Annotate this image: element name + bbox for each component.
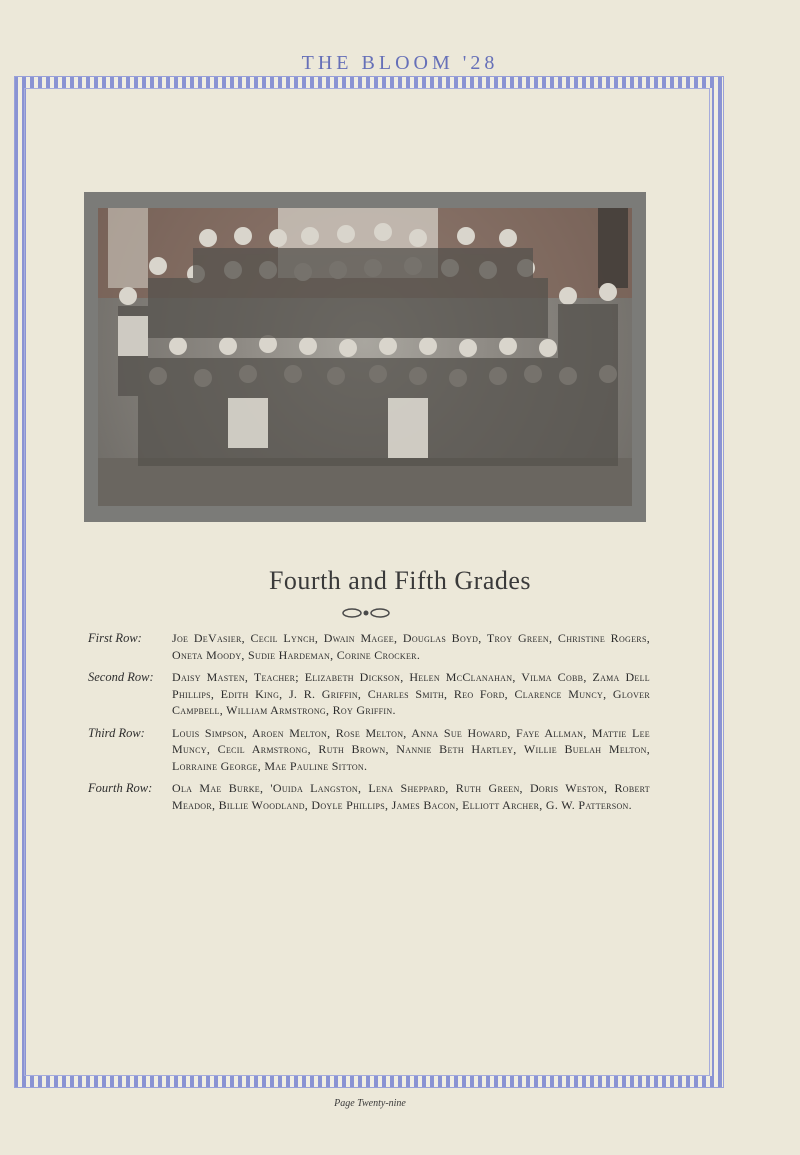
caption-row xyxy=(88,780,650,813)
caption-row xyxy=(88,669,650,719)
row-names: Louis Simpson, Aroen Melton, Rose Melton, Anna Sue Howard, Faye Allman, Mattie Lee Muncy, Cecil Armstrong, Ruth Brown, Nannie Beth Hartley, Willie Buelah Melton, Lorraine George, Mae Pauline Sitton. xyxy=(172,725,650,773)
row-names: Ola Mae Burke, 'Ouida Langston, Lena Sheppard, Ruth Green, Doris Weston, Robert Meador, Billie Woodland, Doyle Phillips, James Bacon, Elliott Archer, G. W. Patterson. xyxy=(172,781,650,812)
caption-row xyxy=(88,725,650,775)
row-label: Fourth Row: xyxy=(88,781,153,795)
row-label: First Row: xyxy=(88,631,142,645)
row-label: Second Row: xyxy=(88,670,154,684)
photo-mount xyxy=(84,192,646,522)
row-names: Daisy Masten, Teacher; Elizabeth Dickson, Helen McClanahan, Vilma Cobb, Zama Dell Phillips, Edith King, J. R. Griffin, Charles Smith, Reo Ford, Clarence Muncy, Glover Campbell, William Armstrong, Roy Griffin. xyxy=(172,670,650,717)
class-photo-illustration xyxy=(98,208,632,506)
row-names: Joe DeVasier, Cecil Lynch, Dwain Magee, Douglas Boyd, Troy Green, Christine Rogers, Oneta Moody, Sudie Hardeman, Corine Crocker. xyxy=(172,631,650,662)
name-rows xyxy=(88,630,650,819)
ornament-divider xyxy=(340,606,392,620)
page-number: Page Twenty-nine xyxy=(334,1098,406,1109)
class-photo xyxy=(98,208,632,506)
section-title: Fourth and Fifth Grades xyxy=(268,566,532,595)
running-title: THE BLOOM '28 xyxy=(301,52,499,74)
row-label: Third Row: xyxy=(88,725,145,740)
caption-row xyxy=(88,630,650,663)
